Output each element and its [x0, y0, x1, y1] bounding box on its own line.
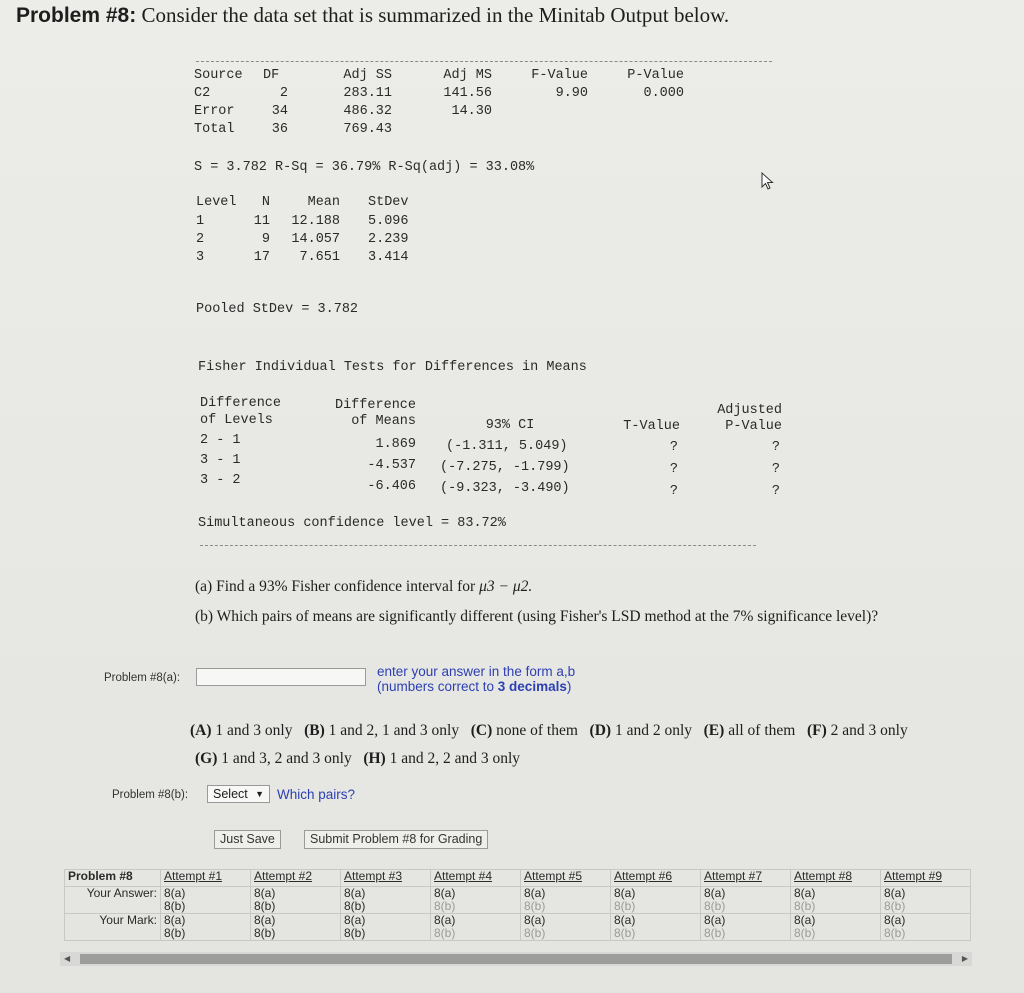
attempt-header[interactable]: Attempt #7 — [701, 870, 791, 887]
attempt-header[interactable]: Attempt #6 — [611, 870, 701, 887]
mark-cell: 8(a) 8(b) — [161, 914, 251, 941]
level-cell: 3.414 — [368, 250, 409, 265]
anova-cell: 141.56 — [443, 86, 492, 101]
simultaneous-confidence: Simultaneous confidence level = 83.72% — [198, 516, 506, 531]
anova-header-df: DF — [263, 68, 280, 83]
divider — [196, 61, 772, 62]
attempt-header[interactable]: Attempt #3 — [341, 870, 431, 887]
attempt-header[interactable]: Attempt #4 — [431, 870, 521, 887]
fisher-header: T-Value — [623, 419, 680, 434]
your-mark-row — [65, 914, 971, 941]
anova-cell: 0.000 — [643, 86, 684, 101]
level-header: StDev — [368, 195, 409, 210]
fisher-cell: ? — [669, 462, 678, 477]
just-save-button[interactable]: Just Save — [214, 830, 281, 849]
anova-cell: Total — [194, 122, 235, 137]
anova-header-pvalue: P-Value — [627, 68, 684, 83]
level-cell: 17 — [253, 250, 270, 265]
question-a: (a) Find a 93% Fisher confidence interval for μ3 − μ2. — [195, 578, 533, 595]
level-cell: 14.057 — [291, 232, 340, 247]
anova-header-fvalue: F-Value — [531, 68, 588, 83]
attempt-cell: 8(a) 8(b) — [341, 887, 431, 914]
level-header: N — [261, 195, 270, 210]
submit-problem-button[interactable]: Submit Problem #8 for Grading — [304, 830, 488, 849]
fisher-cell: ? — [771, 440, 780, 455]
level-cell: 3 — [196, 250, 205, 265]
fisher-header: of Levels — [200, 413, 273, 428]
divider — [200, 545, 756, 546]
fisher-cell: 2 - 1 — [200, 433, 241, 448]
fisher-cell: (-1.311, 5.049) — [446, 439, 568, 454]
anova-cell: 486.32 — [343, 104, 392, 119]
pooled-stdev: Pooled StDev = 3.782 — [196, 302, 359, 317]
hint-format: enter your answer in the form a,b — [377, 664, 576, 679]
mark-cell: 8(a) 8(b) — [791, 914, 881, 941]
anova-cell: C2 — [194, 86, 211, 101]
fisher-header: of Means — [351, 414, 416, 429]
level-cell: 9 — [261, 232, 270, 247]
anova-cell: 283.11 — [343, 86, 392, 101]
problem-statement: Consider the data set that is summarized in the Minitab Output below. — [141, 3, 730, 27]
attempt-cell: 8(a) 8(b) — [161, 887, 251, 914]
attempt-cell: 8(a) 8(b) — [881, 887, 971, 914]
level-cell: 2 — [196, 232, 205, 247]
mark-cell: 8(a) 8(b) — [341, 914, 431, 941]
mark-cell: 8(a) 8(b) — [521, 914, 611, 941]
fisher-header: P-Value — [725, 419, 782, 434]
fisher-cell: -6.406 — [367, 479, 416, 494]
mark-cell: 8(a) 8(b) — [881, 914, 971, 941]
attempt-header[interactable]: Attempt #8 — [791, 870, 881, 887]
your-answer-label: Your Answer: — [65, 887, 161, 914]
attempt-header[interactable]: Attempt #2 — [251, 870, 341, 887]
anova-cell: Error — [194, 104, 235, 119]
level-cell: 1 — [196, 214, 205, 229]
your-answer-row — [65, 887, 971, 914]
fisher-cell: (-7.275, -1.799) — [440, 460, 570, 475]
dropdown-arrow-icon: ▼ — [255, 789, 264, 799]
level-cell: 5.096 — [368, 214, 409, 229]
anova-cell: 36 — [271, 122, 288, 137]
attempt-cell: 8(a) 8(b) — [611, 887, 701, 914]
fisher-cell: ? — [771, 462, 780, 477]
level-header: Level — [196, 195, 237, 210]
attempt-header[interactable]: Attempt #5 — [521, 870, 611, 887]
question-a-expression: μ3 − μ2. — [479, 578, 533, 595]
attempt-cell: 8(a) 8(b) — [251, 887, 341, 914]
fisher-header: Adjusted — [717, 403, 782, 418]
part-b-label: Problem #8(b): — [112, 789, 189, 801]
level-cell: 11 — [253, 214, 270, 229]
fisher-header: Difference — [334, 398, 416, 413]
part-a-hint — [377, 664, 575, 694]
scroll-right-icon[interactable]: ▶ — [961, 954, 968, 963]
anova-header-source: Source — [194, 68, 243, 83]
attempt-cell: 8(a) 8(b) — [431, 887, 521, 914]
anova-cell: 769.43 — [343, 122, 392, 137]
anova-cell: 34 — [271, 104, 288, 119]
fisher-cell: 1.869 — [375, 437, 416, 452]
fisher-header: 93% CI — [485, 418, 535, 433]
fisher-cell: 3 - 1 — [200, 453, 241, 468]
scrollbar-thumb[interactable] — [80, 954, 952, 964]
anova-cell: 2 — [279, 86, 288, 101]
which-pairs-hint: Which pairs? — [277, 787, 356, 802]
mark-cell: 8(a) 8(b) — [431, 914, 521, 941]
hint-precision: (numbers correct to 3 decimals) — [377, 679, 572, 694]
fisher-cell: (-9.323, -3.490) — [440, 481, 570, 496]
mouse-cursor-icon — [761, 172, 775, 192]
your-mark-label: Your Mark: — [65, 914, 161, 941]
level-header: Mean — [307, 195, 340, 210]
part-a-answer-input[interactable] — [196, 668, 366, 686]
scroll-left-icon[interactable]: ◀ — [64, 954, 71, 963]
anova-header-adjms: Adj MS — [443, 68, 492, 83]
part-b-select[interactable] — [207, 785, 270, 803]
fisher-cell: ? — [669, 484, 678, 499]
fisher-title: Fisher Individual Tests for Differences in Means — [198, 360, 587, 375]
attempt-cell: 8(a) 8(b) — [701, 887, 791, 914]
attempt-cell: 8(a) 8(b) — [521, 887, 611, 914]
attempts-header-row — [65, 870, 971, 887]
mark-cell: 8(a) 8(b) — [251, 914, 341, 941]
question-b: (b) Which pairs of means are significantly different (using Fisher's LSD method at the 7% significance level)? — [195, 608, 879, 625]
attempt-header[interactable]: Attempt #1 — [161, 870, 251, 887]
fisher-cell: ? — [771, 484, 780, 499]
attempt-cell: 8(a) 8(b) — [791, 887, 881, 914]
mark-cell: 8(a) 8(b) — [701, 914, 791, 941]
problem-heading — [16, 3, 729, 28]
anova-cell: 9.90 — [555, 86, 588, 101]
select-value: Select — [213, 787, 248, 801]
problem-number: Problem #8: — [16, 4, 137, 27]
attempt-header[interactable]: Attempt #9 — [881, 870, 971, 887]
anova-cell: 14.30 — [451, 104, 492, 119]
choices-line-1: (A) 1 and 3 only (B) 1 and 2, 1 and 3 only (C) none of them (D) 1 and 2 only (E) all of them (F) 2 and 3 only — [190, 722, 908, 739]
level-cell: 2.239 — [368, 232, 409, 247]
anova-header-adjss: Adj SS — [343, 68, 392, 83]
horizontal-scrollbar[interactable] — [60, 952, 972, 966]
fisher-header: Difference — [200, 396, 282, 411]
fisher-cell: 3 - 2 — [200, 473, 241, 488]
attempts-table — [64, 869, 971, 941]
fisher-cell: ? — [669, 440, 678, 455]
choices-line-2: (G) 1 and 3, 2 and 3 only (H) 1 and 2, 2 and 3 only — [195, 750, 521, 767]
mark-cell: 8(a) 8(b) — [611, 914, 701, 941]
attempts-corner: Problem #8 — [65, 870, 161, 887]
part-a-label: Problem #8(a): — [104, 672, 181, 684]
fisher-cell: -4.537 — [367, 458, 416, 473]
level-cell: 12.188 — [291, 214, 340, 229]
model-summary: S = 3.782 R-Sq = 36.79% R-Sq(adj) = 33.08% — [194, 160, 535, 175]
level-cell: 7.651 — [299, 250, 340, 265]
